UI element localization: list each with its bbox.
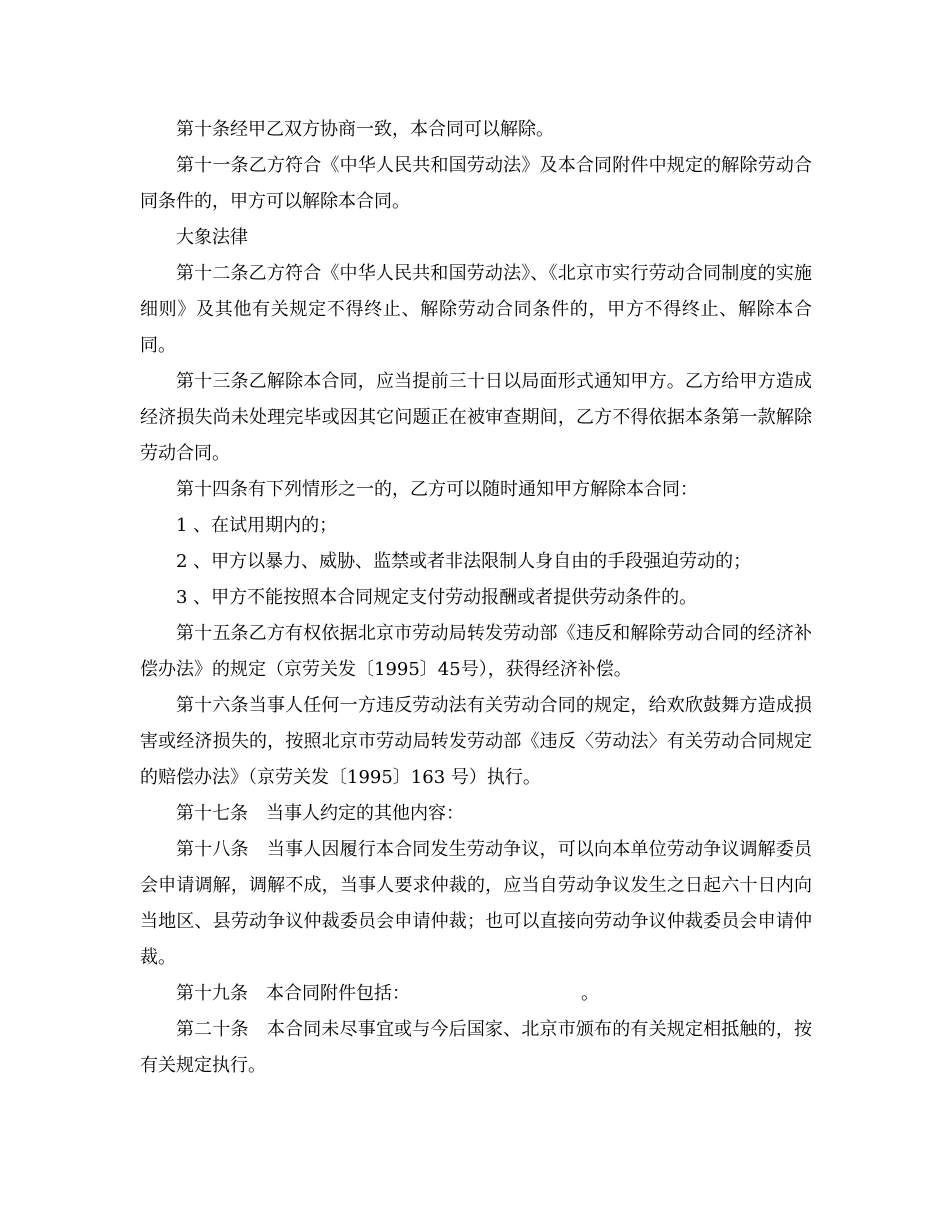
paragraph-article-10: 第十条经甲乙双方协商一致，本合同可以解除。 [176, 119, 554, 140]
paragraph-article-18: 第十八条 当事人因履行本合同发生劳动争议，可以向本单位劳动争议调解委员会申请调解，调解不成，当事人要求仲裁的，应当自劳动争议发生之日起六十日内向当地区、县劳动争议仲裁委员会申请仲裁；也可以直接向劳动争议仲裁委员会申请仲裁。 [140, 839, 812, 968]
list-item-1: 1 、在试用期内的； [176, 515, 338, 536]
paragraph-watermark-text: 大象法律 [176, 227, 248, 248]
paragraph-article-17: 第十七条 当事人约定的其他内容： [176, 803, 464, 824]
paragraph-article-19: 第十九条 本合同附件包括： 。 [176, 983, 599, 1004]
list-item-3: 3 、甲方不能按照本合同规定支付劳动报酬或者提供劳动条件的。 [176, 587, 698, 608]
paragraph-article-16: 第十六条当事人任何一方违反劳动法有关劳动合同的规定，给欢欣鼓舞方造成损害或经济损失的，按照北京市劳动局转发劳动部《违反〈劳动法〉有关劳动合同规定的赔偿办法》（京劳关发〔1995〕163 号）执行。 [140, 695, 812, 788]
paragraph-article-11: 第十一条乙方符合《中华人民共和国劳动法》及本合同附件中规定的解除劳动合同条件的，甲方可以解除本合同。 [140, 155, 812, 212]
paragraph-article-13: 第十三条乙解除本合同，应当提前三十日以局面形式通知甲方。乙方给甲方造成经济损失尚未处理完毕或因其它问题正在被审查期间，乙方不得依据本条第一款解除劳动合同。 [140, 371, 812, 464]
list-item-2: 2 、甲方以暴力、威胁、监禁或者非法限制人身自由的手段强迫劳动的； [176, 551, 752, 572]
paragraph-article-20: 第二十条 本合同未尽事宜或与今后国家、北京市颁布的有关规定相抵触的，按有关规定执行。 [140, 1019, 812, 1076]
paragraph-article-15: 第十五条乙方有权依据北京市劳动局转发劳动部《违反和解除劳动合同的经济补偿办法》的规定（京劳关发〔1995〕45号），获得经济补偿。 [140, 623, 812, 680]
paragraph-article-14: 第十四条有下列情形之一的，乙方可以随时通知甲方解除本合同： [176, 479, 698, 500]
paragraph-article-12: 第十二条乙方符合《中华人民共和国劳动法》、《北京市实行劳动合同制度的实施细则》及其他有关规定不得终止、解除劳动合同条件的，甲方不得终止、解除本合同。 [140, 263, 812, 356]
